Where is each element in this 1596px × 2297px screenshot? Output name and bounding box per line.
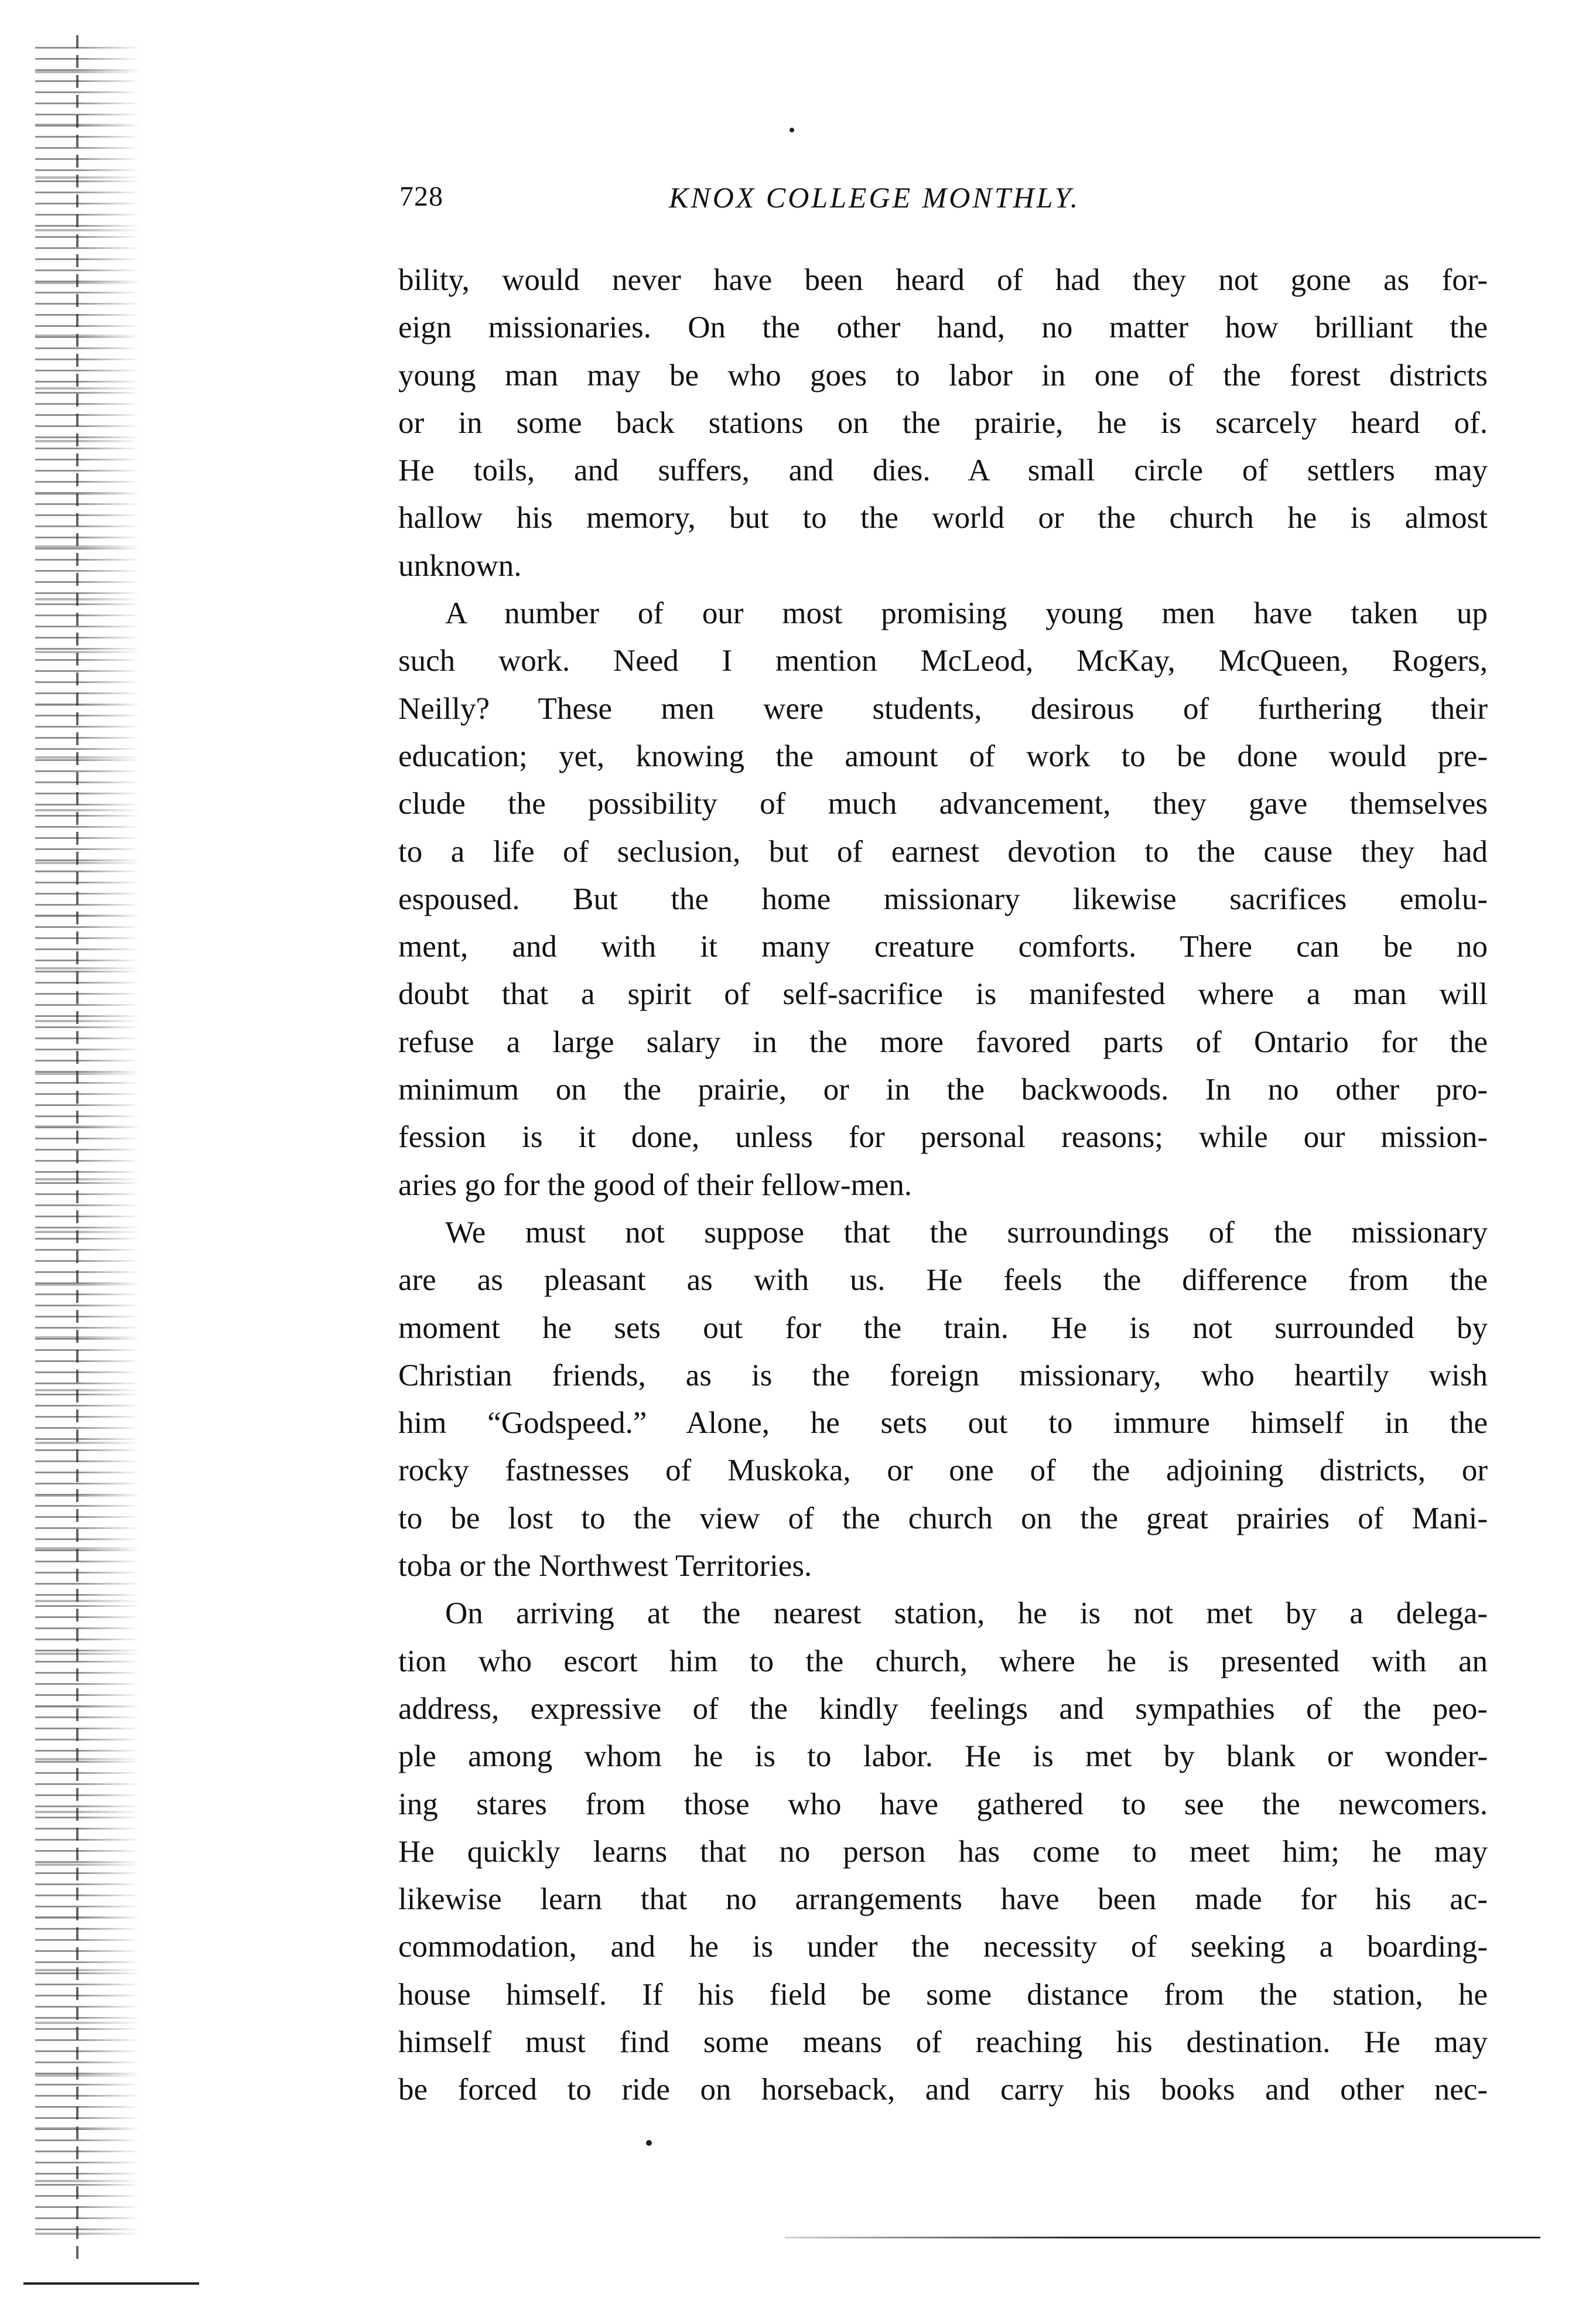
text-line: doubt that a spirit of self-sacrifice is manifested where a man will	[398, 977, 1488, 1012]
text-line: We must not suppose that the surroundings of the missionary	[445, 1215, 1488, 1250]
page-number: 728	[399, 181, 443, 212]
text-line: be forced to ride on horseback, and carry his books and other nec-	[398, 2073, 1488, 2107]
text-line: aries go for the good of their fellow-men.	[398, 1168, 913, 1202]
text-line: bility, would never have been heard of had they not gone as for-	[398, 263, 1488, 297]
footer-rule	[785, 2237, 1540, 2238]
text-line: education; yet, knowing the amount of work to be done would pre-	[398, 739, 1488, 773]
footer-rule	[23, 2282, 199, 2285]
scan-speck	[646, 2140, 652, 2146]
text-line: commodation, and he is under the necessity of seeking a boarding-	[398, 1930, 1488, 1964]
page-header	[399, 180, 1536, 227]
text-line: ment, and with it many creature comforts. There can be no	[398, 930, 1488, 964]
text-line: On arriving at the nearest station, he is not met by a delega-	[445, 1596, 1488, 1631]
text-line: He toils, and suffers, and dies. A small circle of settlers may	[398, 453, 1488, 488]
text-line: A number of our most promising young men have taken up	[445, 596, 1488, 631]
text-line: He quickly learns that no person has come to meet him; he may	[398, 1834, 1488, 1869]
text-line: tion who escort him to the church, where he is presented with an	[398, 1644, 1488, 1678]
text-line: moment he sets out for the train. He is not surrounded by	[398, 1310, 1488, 1345]
text-line: minimum on the prairie, or in the backwoods. In no other pro-	[398, 1073, 1488, 1107]
text-line: house himself. If his field be some distance from the station, he	[398, 1977, 1488, 2012]
text-line: rocky fastnesses of Muskoka, or one of the adjoining districts, or	[398, 1453, 1488, 1488]
text-line: espoused. But the home missionary likewise sacrifices emolu-	[398, 882, 1488, 916]
scan-gutter-artifact	[35, 47, 141, 2238]
text-line: address, expressive of the kindly feelings and sympathies of the peo-	[398, 1691, 1488, 1726]
text-line: fession is it done, unless for personal reasons; while our mission-	[398, 1120, 1488, 1155]
text-line: to be lost to the view of the church on the great prairies of Mani-	[398, 1501, 1488, 1535]
text-line: himself must find some means of reaching his destination. He may	[398, 2025, 1488, 2059]
text-line: Christian friends, as is the foreign missionary, who heartily wish	[398, 1358, 1488, 1392]
text-line: him “Godspeed.” Alone, he sets out to immure himself in the	[398, 1406, 1488, 1441]
text-line: are as pleasant as with us. He feels the difference from the	[398, 1263, 1488, 1298]
text-line: ing stares from those who have gathered to see the newcomers.	[398, 1787, 1488, 1821]
text-line: such work. Need I mention McLeod, McKay, McQueen, Rogers,	[398, 644, 1488, 678]
running-head: KNOX COLLEGE MONTHLY.	[669, 181, 1081, 214]
binding-edge-artifact	[76, 35, 78, 2261]
text-line: to a life of seclusion, but of earnest devotion to the cause they had	[398, 834, 1488, 869]
text-line: unknown.	[398, 548, 522, 583]
text-line: young man may be who goes to labor in one of the forest districts	[398, 358, 1488, 392]
scan-speck	[790, 128, 794, 132]
body-text	[398, 257, 1488, 2114]
text-line: refuse a large salary in the more favored parts of Ontario for the	[398, 1025, 1488, 1059]
text-line: clude the possibility of much advancement, they gave themselves	[398, 787, 1488, 821]
text-line: hallow his memory, but to the world or the church he is almost	[398, 501, 1488, 535]
text-line: Neilly? These men were students, desirous of furthering their	[398, 691, 1488, 726]
text-line: likewise learn that no arrangements have been made for his ac-	[398, 1882, 1488, 1917]
text-line: ple among whom he is to labor. He is met by blank or wonder-	[398, 1739, 1488, 1774]
text-line: or in some back stations on the prairie, he is scarcely heard of.	[398, 405, 1488, 440]
text-line: toba or the Northwest Territories.	[398, 1549, 812, 1583]
text-line: eign missionaries. On the other hand, no matter how brilliant the	[398, 310, 1488, 345]
